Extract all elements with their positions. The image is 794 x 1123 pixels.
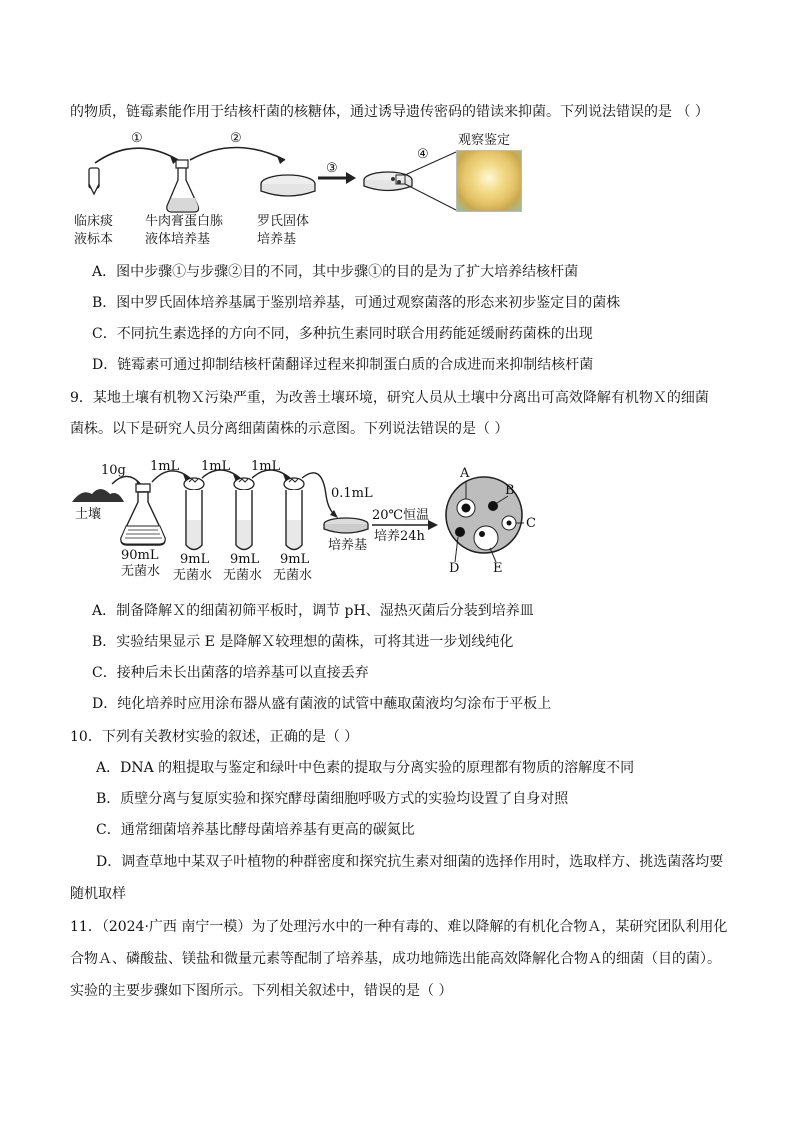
solid-medium-label-2: 培养基 <box>257 232 297 247</box>
colony-label-a: A <box>460 466 470 481</box>
transfer-label-2: 1mL <box>201 459 231 474</box>
step4-label: ④ <box>417 147 429 162</box>
flask-water-label: 无菌水 <box>121 564 161 579</box>
test-tube-1-icon <box>184 478 204 550</box>
colony-label-c: C <box>526 516 536 531</box>
sterile-water-flask-icon <box>121 484 165 545</box>
q9-option-c: C．接种后未长出菌落的培养基可以直接丢弃 <box>92 665 369 681</box>
observe-label: 观察鉴定 <box>458 133 511 148</box>
q8-intro: 的物质，链霉素能作用于结核杆菌的核糖体，通过诱导遗传密码的错读来抑菌。下列说法错误的是 （ ） <box>70 104 709 120</box>
test-tube-3-icon <box>284 478 304 550</box>
soil-pile-icon <box>72 489 124 502</box>
q10-option-d: D．调查草地中某双子叶植物的种群密度和探究抗生素对细菌的选择作用时，选取样方、挑选菌落均要 <box>96 854 724 870</box>
incubate-time-label: 培养24h <box>374 529 425 544</box>
colony-label-e: E <box>493 561 503 576</box>
tube2-water-label: 无菌水 <box>223 568 263 583</box>
q10-option-b: B．质壁分离与复原实验和探究酵母菌细胞呼吸方式的实验均设置了自身对照 <box>96 791 569 807</box>
q9-stem-line1: 9．某地土壤有机物Ｘ污染严重，为改善土壤环境，研究人员从土壤中分离出可高效降解有机物Ｘ的细菌 <box>70 390 709 406</box>
step2-label: ② <box>230 131 242 146</box>
incubate-temp-label: 20℃恒温 <box>372 508 430 523</box>
step3-label: ③ <box>326 161 338 176</box>
q10-option-d-continued: 随机取样 <box>70 886 126 902</box>
q10-option-a: A．DNA 的粗提取与鉴定和绿叶中色素的提取与分离实验的原理都有物质的溶解度不同 <box>96 760 635 776</box>
q8-option-c: C．不同抗生素选择的方向不同，多种抗生素同时联合用药能延缓耐药菌株的出现 <box>92 326 593 342</box>
q8-option-a: A．图中步骤①与步骤②目的不同，其中步骤①的目的是为了扩大培养结核杆菌 <box>92 264 579 280</box>
solid-medium-label-1: 罗氏固体 <box>257 214 310 229</box>
q11-stem-line3: 实验的主要步骤如下图所示。下列相关叙述中，错误的是（ ） <box>70 983 453 999</box>
tube3-volume-label: 9mL <box>280 552 310 567</box>
sample-label-1: 临床痰 <box>74 214 114 229</box>
q9-option-a: A．制备降解Ｘ的细菌初筛平板时，调节 pH、湿热灭菌后分装到培养皿 <box>92 603 534 619</box>
q9-option-b: B．实验结果显示 E 是降解Ｘ较理想的菌株，可将其进一步划线纯化 <box>92 634 514 650</box>
tube2-volume-label: 9mL <box>230 552 260 567</box>
tube3-water-label: 无菌水 <box>273 568 313 583</box>
test-tube-2-icon <box>234 478 254 550</box>
medium-label: 培养基 <box>328 538 368 553</box>
colony-label-b: B <box>505 483 515 498</box>
q9-option-d: D．纯化培养时应用涂布器从盛有菌液的试管中蘸取菌液均匀涂布于平板上 <box>92 696 552 712</box>
sample-label-2: 液标本 <box>74 232 114 247</box>
q8-option-d: D．链霉素可通过抑制结核杆菌翻译过程来抑制蛋白质的合成进而来抑制结核杆菌 <box>92 357 594 373</box>
liquid-medium-label-2: 液体培养基 <box>145 232 211 247</box>
step1-label: ① <box>131 131 143 146</box>
soil-amount-label: 10g <box>101 463 126 478</box>
culture-medium-plate-icon <box>324 518 368 533</box>
q8-option-b: B．图中罗氏固体培养基属于鉴别培养基，可通过观察菌落的形态来初步鉴定目的菌株 <box>92 295 621 311</box>
q11-stem-line1: 11．（2024·广西 南宁一模）为了处理污水中的一种有毒的、难以降解的有机化合物Ａ，某研究团队利用化 <box>70 919 728 935</box>
flask-volume-label: 90mL <box>121 548 159 563</box>
q10-option-c: C．通常细菌培养基比酵母菌培养基有更高的碳氮比 <box>96 822 415 838</box>
tube1-volume-label: 9mL <box>180 552 210 567</box>
transfer-label-1: 1mL <box>150 459 180 474</box>
spread-volume-label: 0.1mL <box>331 486 373 501</box>
liquid-medium-label-1: 牛肉膏蛋白胨 <box>145 214 224 229</box>
q10-stem: 10．下列有关教材实验的叙述，正确的是（ ） <box>70 729 359 745</box>
transfer-label-3: 1mL <box>251 459 281 474</box>
q11-stem-line2: 合物Ａ、磷酸盐、镁盐和微量元素等配制了培养基，成功地筛选出能高效降解化合物Ａ的细菌（目的菌）。 <box>70 951 721 967</box>
soil-label: 土壤 <box>75 507 102 522</box>
tube1-water-label: 无菌水 <box>173 568 213 583</box>
colony-label-d: D <box>449 561 460 576</box>
q9-stem-line2: 菌株。以下是研究人员分离细菌菌株的示意图。下列说法错误的是（ ） <box>70 421 509 437</box>
